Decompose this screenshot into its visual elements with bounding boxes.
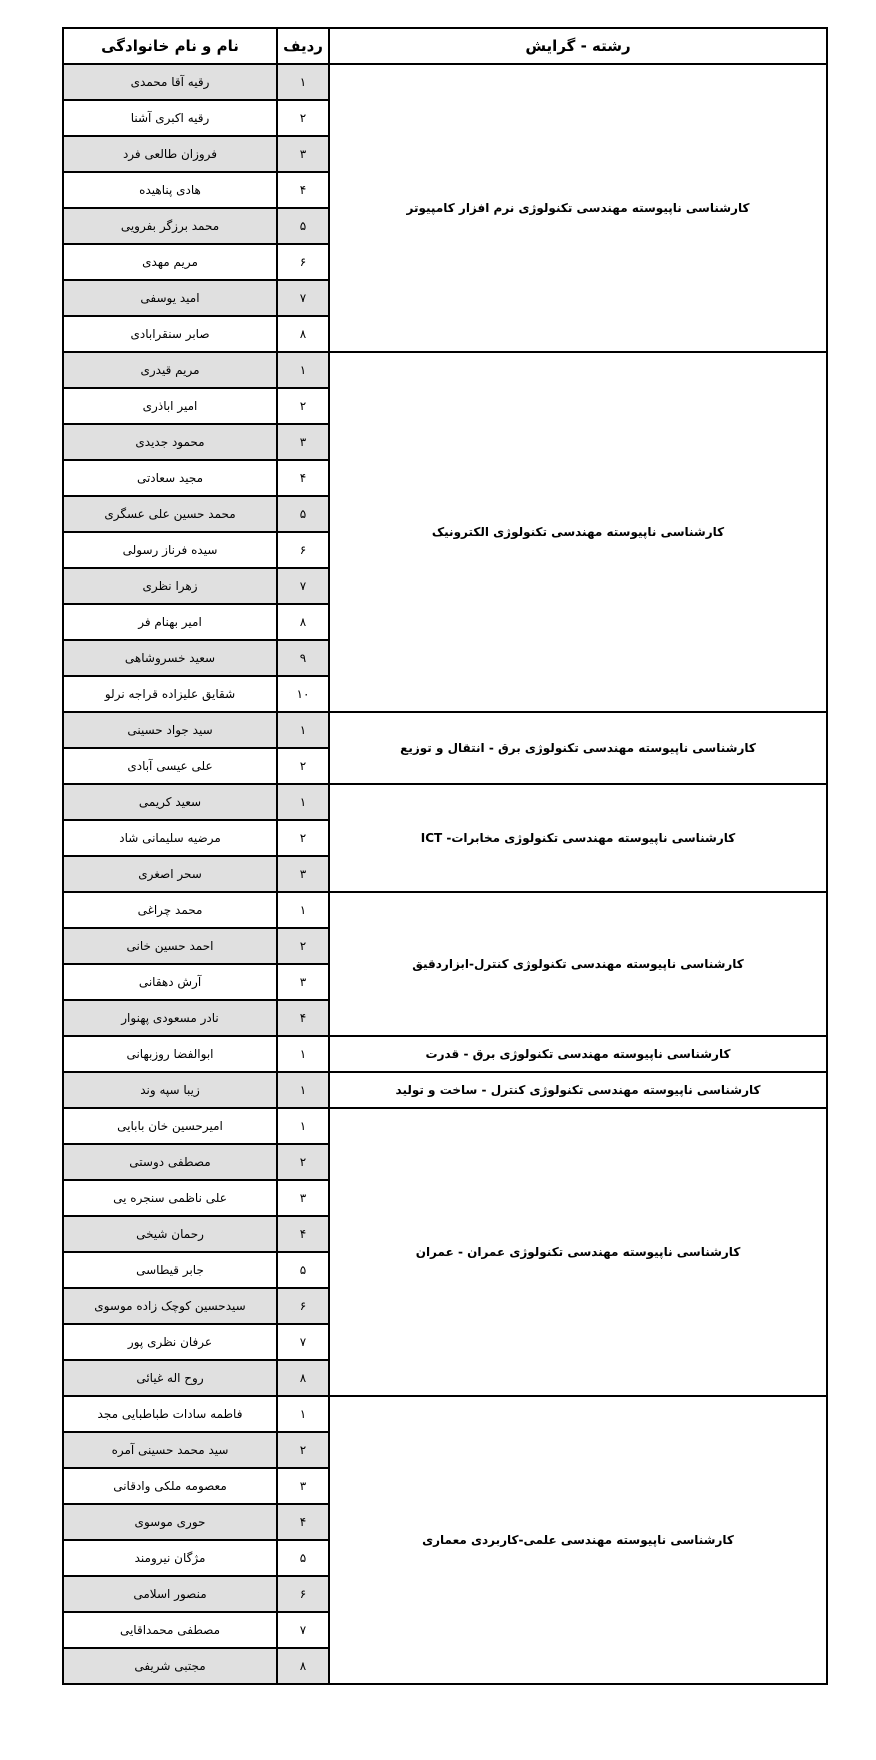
row-number-cell: ۳: [277, 856, 329, 892]
row-number-cell: ۱: [277, 1072, 329, 1108]
full-name-cell: ابوالفضا روزبهانی: [63, 1036, 277, 1072]
row-number-cell: ۸: [277, 1648, 329, 1684]
full-name-cell: معصومه ملکی وادقانی: [63, 1468, 277, 1504]
full-name-cell: آرش دهقانی: [63, 964, 277, 1000]
full-name-cell: امیر بهنام فر: [63, 604, 277, 640]
full-name-cell: جابر قیطاسی: [63, 1252, 277, 1288]
category-cell: کارشناسی ناپیوسته مهندسی تکنولوژی الکترونیک: [329, 352, 827, 712]
header-category: رشته - گرایش: [329, 28, 827, 64]
row-number-cell: ۶: [277, 1576, 329, 1612]
table-row: [63, 1396, 827, 1432]
table-row: [63, 1072, 827, 1108]
row-number-cell: ۸: [277, 1360, 329, 1396]
row-number-cell: ۴: [277, 1216, 329, 1252]
row-number-cell: ۴: [277, 1000, 329, 1036]
full-name-cell: مریم قیدری: [63, 352, 277, 388]
row-number-cell: ۱: [277, 1108, 329, 1144]
row-number-cell: ۵: [277, 1540, 329, 1576]
full-name-cell: شقایق علیزاده قراجه نرلو: [63, 676, 277, 712]
full-name-cell: عرفان نظری پور: [63, 1324, 277, 1360]
full-name-cell: منصور اسلامی: [63, 1576, 277, 1612]
row-number-cell: ۱: [277, 64, 329, 100]
table-row: [63, 892, 827, 928]
row-number-cell: ۲: [277, 1432, 329, 1468]
category-cell: کارشناسی ناپیوسته مهندسی تکنولوژی عمران - عمران: [329, 1108, 827, 1396]
row-number-cell: ۵: [277, 496, 329, 532]
table-row: [63, 712, 827, 748]
full-name-cell: رحمان شیخی: [63, 1216, 277, 1252]
full-name-cell: احمد حسین خانی: [63, 928, 277, 964]
header-row: [63, 28, 827, 64]
row-number-cell: ۷: [277, 568, 329, 604]
full-name-cell: سعید کریمی: [63, 784, 277, 820]
full-name-cell: زهرا نظری: [63, 568, 277, 604]
table-row: [63, 1108, 827, 1144]
table-row: [63, 64, 827, 100]
full-name-cell: صابر سنقرابادی: [63, 316, 277, 352]
row-number-cell: ۶: [277, 1288, 329, 1324]
row-number-cell: ۲: [277, 100, 329, 136]
roster-table: [62, 27, 828, 1685]
category-cell: کارشناسی ناپیوسته مهندسی تکنولوژی کنترل - ساخت و تولید: [329, 1072, 827, 1108]
row-number-cell: ۱: [277, 712, 329, 748]
row-number-cell: ۱: [277, 1036, 329, 1072]
row-number-cell: ۲: [277, 928, 329, 964]
table-row: [63, 784, 827, 820]
full-name-cell: علی عیسی آبادی: [63, 748, 277, 784]
row-number-cell: ۹: [277, 640, 329, 676]
full-name-cell: محمود جدیدی: [63, 424, 277, 460]
full-name-cell: سیده فرناز رسولی: [63, 532, 277, 568]
row-number-cell: ۷: [277, 1612, 329, 1648]
row-number-cell: ۲: [277, 388, 329, 424]
row-number-cell: ۴: [277, 172, 329, 208]
row-number-cell: ۱: [277, 784, 329, 820]
category-cell: کارشناسی ناپیوسته مهندسی تکنولوژی نرم افزار کامپیوتر: [329, 64, 827, 352]
row-number-cell: ۶: [277, 244, 329, 280]
category-cell: کارشناسی ناپیوسته مهندسی تکنولوژی کنترل-ابزاردقیق: [329, 892, 827, 1036]
row-number-cell: ۲: [277, 748, 329, 784]
row-number-cell: ۱: [277, 892, 329, 928]
row-number-cell: ۲: [277, 1144, 329, 1180]
full-name-cell: سعید خسروشاهی: [63, 640, 277, 676]
row-number-cell: ۷: [277, 1324, 329, 1360]
full-name-cell: سید جواد حسینی: [63, 712, 277, 748]
row-number-cell: ۳: [277, 424, 329, 460]
table-body: [63, 64, 827, 1684]
full-name-cell: مجتبی شریفی: [63, 1648, 277, 1684]
row-number-cell: ۱: [277, 352, 329, 388]
full-name-cell: مصطفی دوستی: [63, 1144, 277, 1180]
category-cell: کارشناسی ناپیوسته مهندسی علمی-کاربردی معماری: [329, 1396, 827, 1684]
full-name-cell: مژگان نیرومند: [63, 1540, 277, 1576]
full-name-cell: علی ناظمی سنجره یی: [63, 1180, 277, 1216]
row-number-cell: ۷: [277, 280, 329, 316]
category-cell: کارشناسی ناپیوسته مهندسی تکنولوژی برق - قدرت: [329, 1036, 827, 1072]
full-name-cell: محمد چراغی: [63, 892, 277, 928]
table-row: [63, 352, 827, 388]
row-number-cell: ۱۰: [277, 676, 329, 712]
row-number-cell: ۵: [277, 208, 329, 244]
full-name-cell: نادر مسعودی پهنوار: [63, 1000, 277, 1036]
full-name-cell: مرضیه سلیمانی شاد: [63, 820, 277, 856]
full-name-cell: روح اله غیائی: [63, 1360, 277, 1396]
full-name-cell: مجید سعادتی: [63, 460, 277, 496]
full-name-cell: زیبا سپه وند: [63, 1072, 277, 1108]
full-name-cell: محمد برزگر بفرویی: [63, 208, 277, 244]
row-number-cell: ۴: [277, 460, 329, 496]
full-name-cell: امیرحسین خان بابایی: [63, 1108, 277, 1144]
full-name-cell: مصطفی محمداقایی: [63, 1612, 277, 1648]
row-number-cell: ۶: [277, 532, 329, 568]
full-name-cell: حوری موسوی: [63, 1504, 277, 1540]
full-name-cell: مریم مهدی: [63, 244, 277, 280]
full-name-cell: محمد حسین علی عسگری: [63, 496, 277, 532]
full-name-cell: امید یوسفی: [63, 280, 277, 316]
full-name-cell: سید محمد حسینی آمره: [63, 1432, 277, 1468]
header-full-name: نام و نام خانوادگی: [63, 28, 277, 64]
full-name-cell: رقیه اکبری آشنا: [63, 100, 277, 136]
row-number-cell: ۳: [277, 1180, 329, 1216]
category-cell: کارشناسی ناپیوسته مهندسی تکنولوژی برق - انتقال و توزیع: [329, 712, 827, 784]
row-number-cell: ۲: [277, 820, 329, 856]
full-name-cell: رقیه آقا محمدی: [63, 64, 277, 100]
row-number-cell: ۴: [277, 1504, 329, 1540]
full-name-cell: سیدحسین کوچک زاده موسوی: [63, 1288, 277, 1324]
row-number-cell: ۵: [277, 1252, 329, 1288]
row-number-cell: ۸: [277, 316, 329, 352]
category-cell: کارشناسی ناپیوسته مهندسی تکنولوژی مخابرات- ICT: [329, 784, 827, 892]
full-name-cell: امیر اباذری: [63, 388, 277, 424]
table-row: [63, 1036, 827, 1072]
full-name-cell: سحر اصغری: [63, 856, 277, 892]
row-number-cell: ۳: [277, 136, 329, 172]
full-name-cell: فاطمه سادات طباطبایی مجد: [63, 1396, 277, 1432]
row-number-cell: ۱: [277, 1396, 329, 1432]
row-number-cell: ۳: [277, 964, 329, 1000]
row-number-cell: ۳: [277, 1468, 329, 1504]
header-row-number: ردیف: [277, 28, 329, 64]
full-name-cell: هادی پناهیده: [63, 172, 277, 208]
row-number-cell: ۸: [277, 604, 329, 640]
full-name-cell: فروزان طالعی فرد: [63, 136, 277, 172]
